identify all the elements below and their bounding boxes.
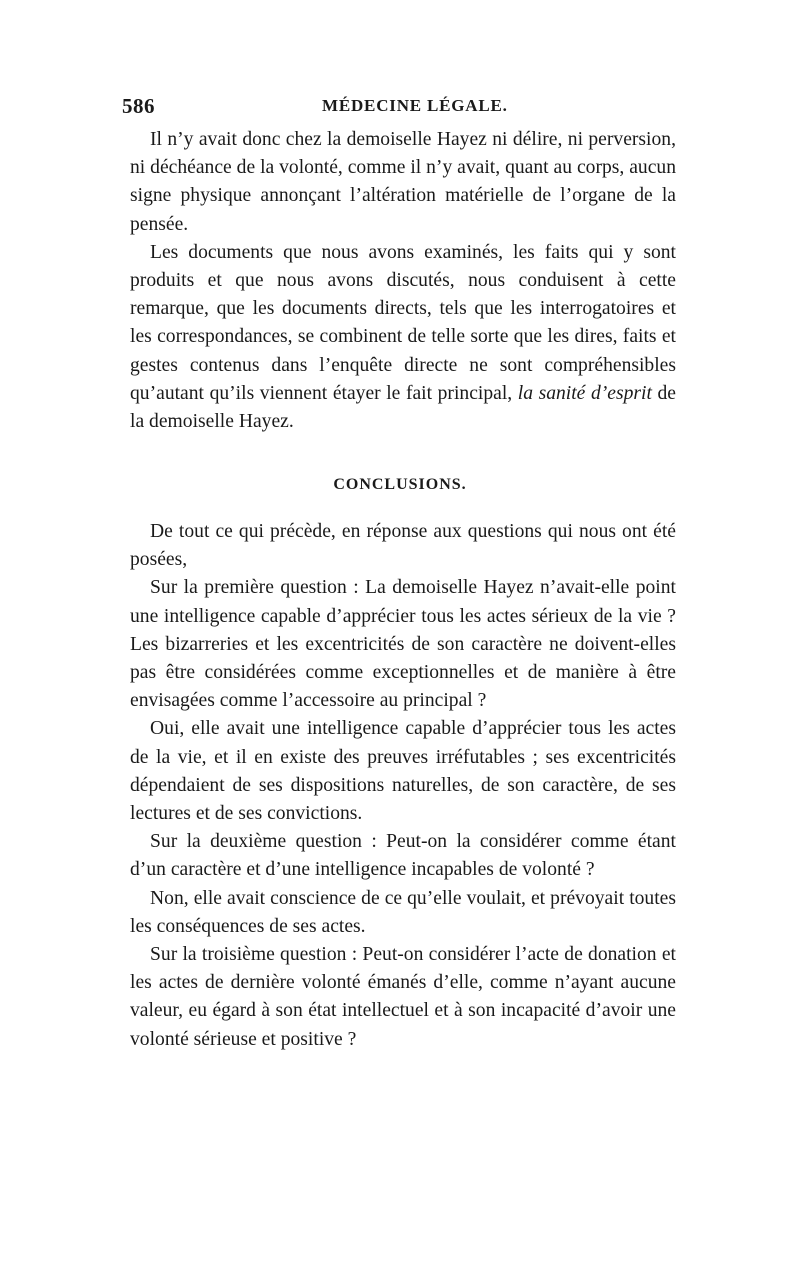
body-text-top — [130, 126, 676, 436]
italic-phrase-sanite: la sanité d’esprit — [517, 382, 652, 404]
page-header — [122, 94, 678, 122]
paragraph-answer-1: Oui, elle avait une intelligence capable d’apprécier tous les actes de la vie, et il en existe des preuves irréfutables ; ses excentricités dépendaient de ses dispositions naturelles, de son caractère, de ses lectures et de ses convictions. — [130, 718, 676, 825]
body-text-conclusions — [130, 518, 676, 1054]
paragraph-question-2: Sur la deuxième question : Peut-on la considérer comme étant d’un caractère et d’une intelligence incapables de volonté ? — [130, 831, 676, 881]
paragraph-documents — [130, 239, 676, 436]
paragraph-question-1: Sur la première question : La demoiselle Hayez n’avait-elle point une intelligence capable d’apprécier tous les actes sérieux de la vie ? Les bizarreries et les excentricités de son caractère ne doivent-elles pas être considérées comme exceptionnelles et de manière à être envisagées comme l’accessoire au principal ? — [130, 577, 676, 712]
page-number: 586 — [122, 94, 155, 118]
paragraph-answer-2: Non, elle avait conscience de ce qu’elle voulait, et prévoyait toutes les conséquences de ses actes. — [130, 887, 676, 937]
paragraph-intro: De tout ce qui précède, en réponse aux questions qui nous ont été posées, — [130, 521, 676, 571]
paragraph-question-3: Sur la troisième question : Peut-on considérer l’acte de donation et les actes de dernière volonté émanés d’elle, comme n’ayant aucune valeur, eu égard à son état intellectuel et à son incapacité d’avoir une volonté sérieuse et positive ? — [130, 944, 676, 1050]
paragraph-documents-text: Les documents que nous avons examinés, les faits qui y sont produits et que nous avons discutés, nous conduisent à cette remarque, que les documents directs, tels que les interrogatoires et les correspondances, se combinent de telle sorte que les dires, faits et gestes contenus dans l’enquête directe ne sont compréhensibles qu’autant qu’ils viennent étayer le fait principal, — [130, 241, 676, 404]
running-title: MÉDECINE LÉGALE. — [322, 96, 508, 115]
paragraph-no-delusion: Il n’y avait donc chez la demoiselle Hayez ni délire, ni perversion, ni déchéance de la volonté, comme il n’y avait, quant au corps, aucun signe physique annonçant l’altération matérielle de l’organe de la pensée. — [130, 129, 676, 235]
paragraph-documents-end: de la demoiselle Hayez. — [130, 382, 676, 433]
section-heading-conclusions: CONCLUSIONS. — [333, 476, 467, 493]
